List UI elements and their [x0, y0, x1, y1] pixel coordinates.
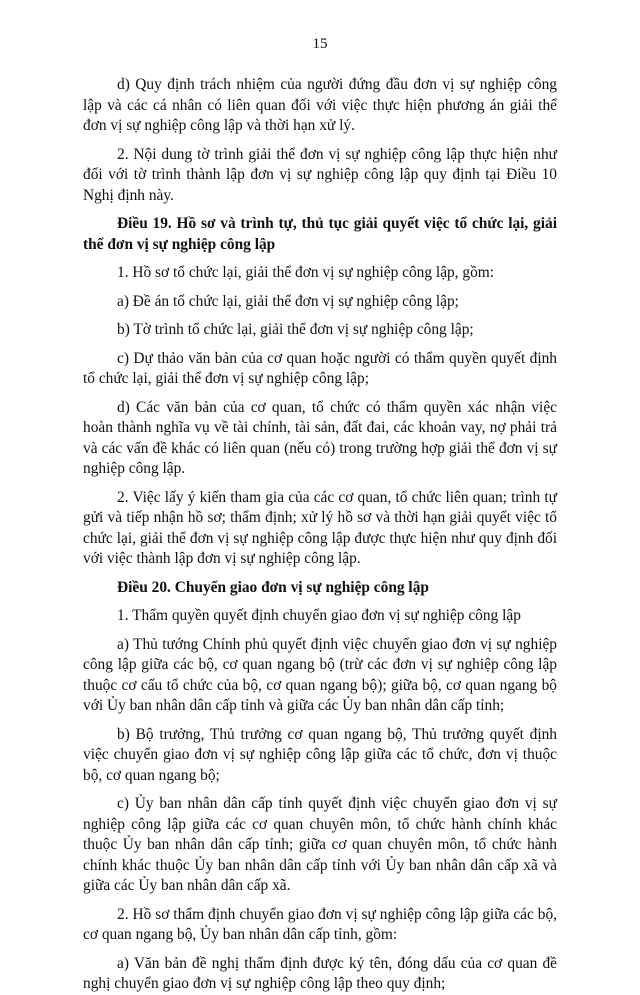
- paragraph: a) Thủ tướng Chính phủ quyết định việc chuyển giao đơn vị sự nghiệp công lập giữa các bộ, cơ quan ngang bộ (trừ các đơn vị sự nghiệp công lập thuộc cơ cấu tổ chức của bộ, cơ quan ngang bộ); giữa bộ, cơ quan ngang bộ với Ủy ban nhân dân cấp tỉnh và giữa các Ủy ban nhân dân cấp tỉnh;: [83, 635, 557, 714]
- paragraph: d) Quy định trách nhiệm của người đứng đầu đơn vị sự nghiệp công lập và các cá nhân có liên quan đối với việc thực hiện phương án giải thể đơn vị sự nghiệp công lập và thời hạn xử lý.: [83, 76, 557, 134]
- paragraph: 2. Hồ sơ thẩm định chuyển giao đơn vị sự nghiệp công lập giữa các bộ, cơ quan ngang bộ, Ủy ban nhân dân cấp tỉnh, gồm:: [83, 905, 557, 943]
- paragraph: 1. Thẩm quyền quyết định chuyển giao đơn vị sự nghiệp công lập: [117, 607, 521, 624]
- paragraph: 1. Hồ sơ tổ chức lại, giải thể đơn vị sự nghiệp công lập, gồm:: [117, 264, 495, 281]
- paragraph: b) Tờ trình tổ chức lại, giải thể đơn vị sự nghiệp công lập;: [117, 321, 474, 338]
- paragraph: c) Dự thảo văn bản của cơ quan hoặc người có thẩm quyền quyết định tổ chức lại, giải thể đơn vị sự nghiệp công lập;: [83, 349, 557, 387]
- paragraph: 2. Việc lấy ý kiến tham gia của các cơ quan, tổ chức liên quan; trình tự gửi và tiếp nhận hồ sơ; thẩm định; xử lý hồ sơ và thời hạn giải quyết việc tổ chức lại, giải thể đơn vị sự nghiệp công lập được thực hiện như quy định đối với việc thành lập đơn vị sự nghiệp công lập.: [83, 488, 557, 567]
- paragraph: 2. Nội dung tờ trình giải thể đơn vị sự nghiệp công lập thực hiện như đối với tờ trình thành lập đơn vị sự nghiệp công lập quy định tại Điều 10 Nghị định này.: [83, 145, 557, 204]
- article-heading: Điều 19. Hồ sơ và trình tự, thủ tục giải quyết việc tổ chức lại, giải thể đơn vị sự nghiệp công lập: [83, 215, 557, 253]
- paragraph: d) Các văn bản của cơ quan, tổ chức có thẩm quyền xác nhận việc hoàn thành nghĩa vụ về tài chính, tài sản, đất đai, các khoản vay, nợ phải trả và các vấn đề khác có liên quan (nếu có) trong trường hợp giải thể đơn vị sự nghiệp công lập.: [83, 398, 557, 477]
- paragraph: b) Bộ trưởng, Thủ trưởng cơ quan ngang bộ, Thủ trưởng quyết định việc chuyển giao đơn vị sự nghiệp công lập giữa các tổ chức, đơn vị thuộc bộ, cơ quan ngang bộ;: [83, 725, 557, 784]
- paragraph: a) Văn bản đề nghị thẩm định được ký tên, đóng dấu của cơ quan đề nghị chuyển giao đơn vị sự nghiệp công lập theo quy định;: [83, 954, 557, 992]
- page-number: 15: [312, 36, 328, 52]
- paragraph: c) Ủy ban nhân dân cấp tỉnh quyết định việc chuyển giao đơn vị sự nghiệp công lập giữa các cơ quan chuyên môn, tổ chức hành chính khác thuộc Ủy ban nhân dân cấp tỉnh; giữa cơ quan chuyên môn, tổ chức hành chính khác thuộc Ủy ban nhân dân cấp tỉnh với Ủy ban nhân dân cấp xã và giữa các Ủy ban nhân dân cấp xã.: [83, 795, 557, 894]
- paragraph: a) Đề án tổ chức lại, giải thể đơn vị sự nghiệp công lập;: [117, 292, 459, 310]
- article-heading: Điều 20. Chuyển giao đơn vị sự nghiệp công lập: [117, 578, 429, 596]
